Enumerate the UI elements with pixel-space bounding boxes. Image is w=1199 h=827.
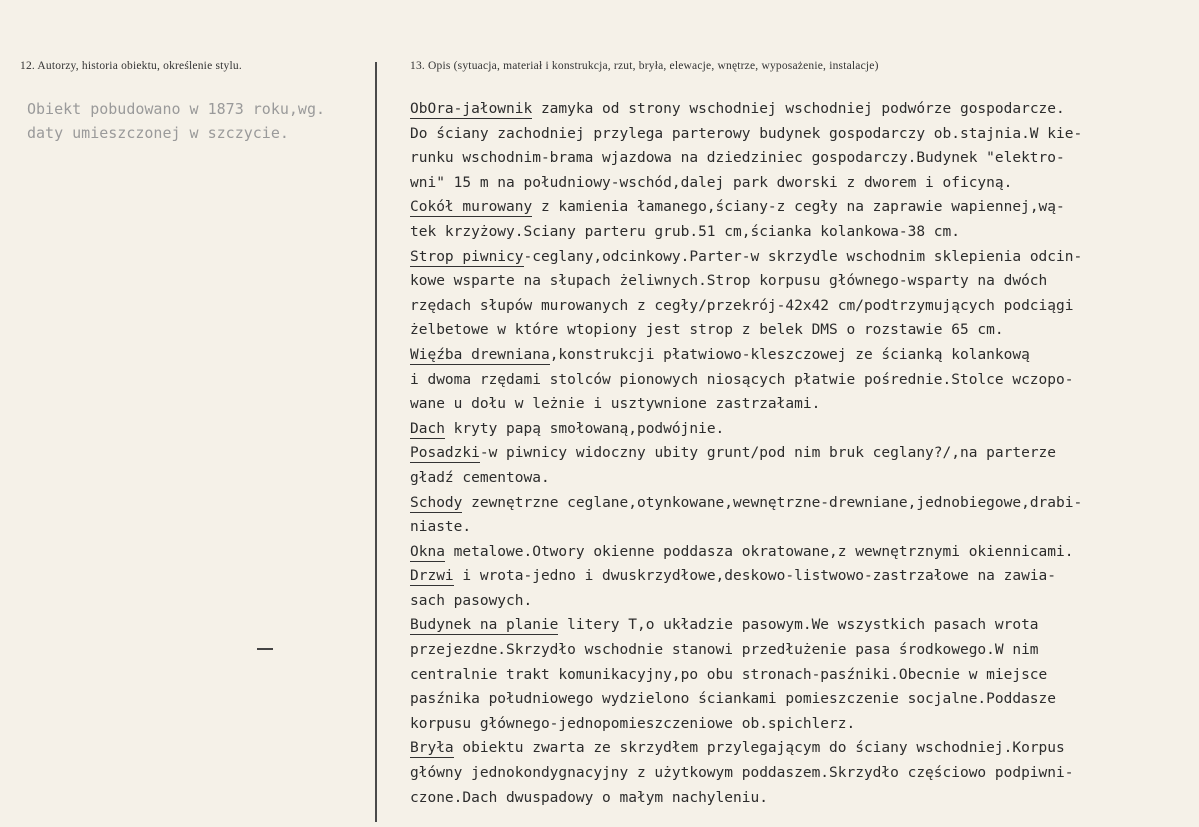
line-text: runku wschodnim-brama wjazdowa na dziedziniec gospodarczy.Budynek "elektro- bbox=[410, 150, 1065, 167]
line-text: korpusu głównego-jednopomieszczeniowe ob.spichlerz. bbox=[410, 715, 856, 732]
underlined-keyword: Schody bbox=[410, 494, 463, 511]
underlined-keyword: ObOra-jałownik bbox=[410, 101, 533, 117]
description-line bbox=[410, 195, 1190, 220]
underlined-keyword: Strop piwnicy bbox=[410, 248, 524, 265]
description-line bbox=[410, 491, 1190, 516]
underlined-keyword: Okna bbox=[410, 543, 445, 560]
column-divider bbox=[375, 62, 377, 822]
underlined-keyword: Bryła bbox=[410, 740, 454, 757]
description-line bbox=[410, 712, 1190, 737]
description-line bbox=[410, 294, 1190, 319]
line-text: sach pasowych. bbox=[410, 592, 533, 609]
line-text: wane u dołu w leżnie i usztywnione zastrzałami. bbox=[410, 396, 821, 413]
line-text: kryty papą smołowaną,podwójnie. bbox=[444, 420, 725, 437]
description-line bbox=[410, 269, 1190, 294]
section-13-header: 13. Opis (sytuacja, materiał i konstrukcja, rzut, bryła, elewacje, wnętrze, wyposażenie, instalacje) bbox=[410, 60, 879, 72]
description-line bbox=[410, 441, 1190, 466]
history-text: Obiekt pobudowano w 1873 roku,wg. daty umieszczonej w szczycie. bbox=[27, 100, 326, 142]
description-line bbox=[410, 392, 1190, 417]
line-text: przejezdne.Skrzydło wschodnie stanowi przedłużenie pasa środkowego.W nim bbox=[410, 642, 1039, 659]
line-text: -w piwnicy widoczny ubity grunt/pod nim bruk ceglany?/,na parterze bbox=[479, 445, 1057, 462]
line-text: wni" 15 m na południowy-wschód,dalej park dworski z dworem i oficyną. bbox=[410, 174, 1013, 191]
description-line bbox=[410, 97, 1190, 122]
description-line bbox=[410, 417, 1190, 442]
line-text: gładź cementowa. bbox=[410, 469, 550, 486]
line-text: litery T,o układzie pasowym.We wszystkich pasach wrota bbox=[558, 617, 1039, 634]
line-text: czone.Dach dwuspadowy o małym nachyleniu. bbox=[410, 789, 768, 806]
line-text: -ceglany,odcinkowy.Parter-w skrzydle wschodnim sklepienia odcin- bbox=[523, 248, 1083, 265]
line-text: Do ściany zachodniej przylega parterowy budynek gospodarczy ob.stajnia.W kie- bbox=[410, 125, 1083, 142]
description-line bbox=[410, 171, 1190, 196]
description-text bbox=[410, 97, 1190, 810]
line-text: i wrota-jedno i dwuskrzydłowe,deskowo-listwowo-zastrzałowe na zawia- bbox=[453, 568, 1057, 585]
underlined-keyword: Dach bbox=[410, 420, 445, 437]
description-line bbox=[410, 245, 1190, 270]
line-text: zamyka od strony wschodniej wschodniej podwórze gospodarcze. bbox=[532, 101, 1065, 117]
line-text: tek krzyżowy.Sciany parteru grub.51 cm,ścianka kolankowa-38 cm. bbox=[410, 223, 960, 240]
description-line bbox=[410, 589, 1190, 614]
pen-mark bbox=[257, 648, 273, 650]
description-line bbox=[410, 736, 1190, 761]
description-line bbox=[410, 663, 1190, 688]
line-text: żelbetowe w które wtopiony jest strop z belek DMS o rozstawie 65 cm. bbox=[410, 322, 1004, 339]
line-text: rzędach słupów murowanych z cegły/przekrój-42x42 cm/podtrzymujących podciągi bbox=[410, 297, 1074, 314]
description-line bbox=[410, 220, 1190, 245]
description-line bbox=[410, 515, 1190, 540]
line-text: główny jednokondygnacyjny z użytkowym poddaszem.Skrzydło częściowo podpiwni- bbox=[410, 765, 1074, 782]
underlined-keyword: Budynek na planie bbox=[410, 617, 559, 634]
description-line bbox=[410, 564, 1190, 589]
description-line bbox=[410, 368, 1190, 393]
section-12-header: 12. Autorzy, historia obiektu, określenie stylu. bbox=[20, 60, 242, 72]
underlined-keyword: Cokół murowany bbox=[410, 199, 533, 216]
description-line bbox=[410, 466, 1190, 491]
description-line bbox=[410, 122, 1190, 147]
line-text: i dwoma rzędami stolców pionowych niosących płatwie pośrednie.Stolce wczopo- bbox=[410, 371, 1074, 388]
description-line bbox=[410, 146, 1190, 171]
underlined-keyword: Drzwi bbox=[410, 568, 454, 585]
description-line bbox=[410, 687, 1190, 712]
underlined-keyword: Więźba drewniana bbox=[410, 346, 550, 363]
line-text: zewnętrzne ceglane,otynkowane,wewnętrzne-drewniane,jednobiegowe,drabi- bbox=[462, 494, 1083, 511]
line-text: ,konstrukcji płatwiowo-kleszczowej ze ścianką kolankową bbox=[549, 346, 1030, 363]
line-text: pasźnika południowego wydzielono ściankami pomieszczenie socjalne.Poddasze bbox=[410, 691, 1057, 708]
description-line bbox=[410, 343, 1190, 368]
line-text: centralnie trakt komunikacyjny,po obu stronach-pasźniki.Obecnie w miejsce bbox=[410, 666, 1048, 683]
line-text: metalowe.Otwory okienne poddasza okratowane,z wewnętrznymi okiennicami. bbox=[444, 543, 1074, 560]
description-line bbox=[410, 761, 1190, 786]
description-line bbox=[410, 613, 1190, 638]
line-text: obiektu zwarta ze skrzydłem przylegającym do ściany wschodniej.Korpus bbox=[453, 740, 1065, 757]
line-text: kowe wsparte na słupach żeliwnych.Strop korpusu głównego-wsparty na dwóch bbox=[410, 273, 1048, 290]
line-text: z kamienia łamanego,ściany-z cegły na zaprawie wapiennej,wą- bbox=[532, 199, 1065, 216]
underlined-keyword: Posadzki bbox=[410, 445, 480, 462]
description-line bbox=[410, 540, 1190, 565]
description-line bbox=[410, 318, 1190, 343]
line-text: niaste. bbox=[410, 519, 472, 536]
description-line bbox=[410, 638, 1190, 663]
description-line bbox=[410, 786, 1190, 811]
